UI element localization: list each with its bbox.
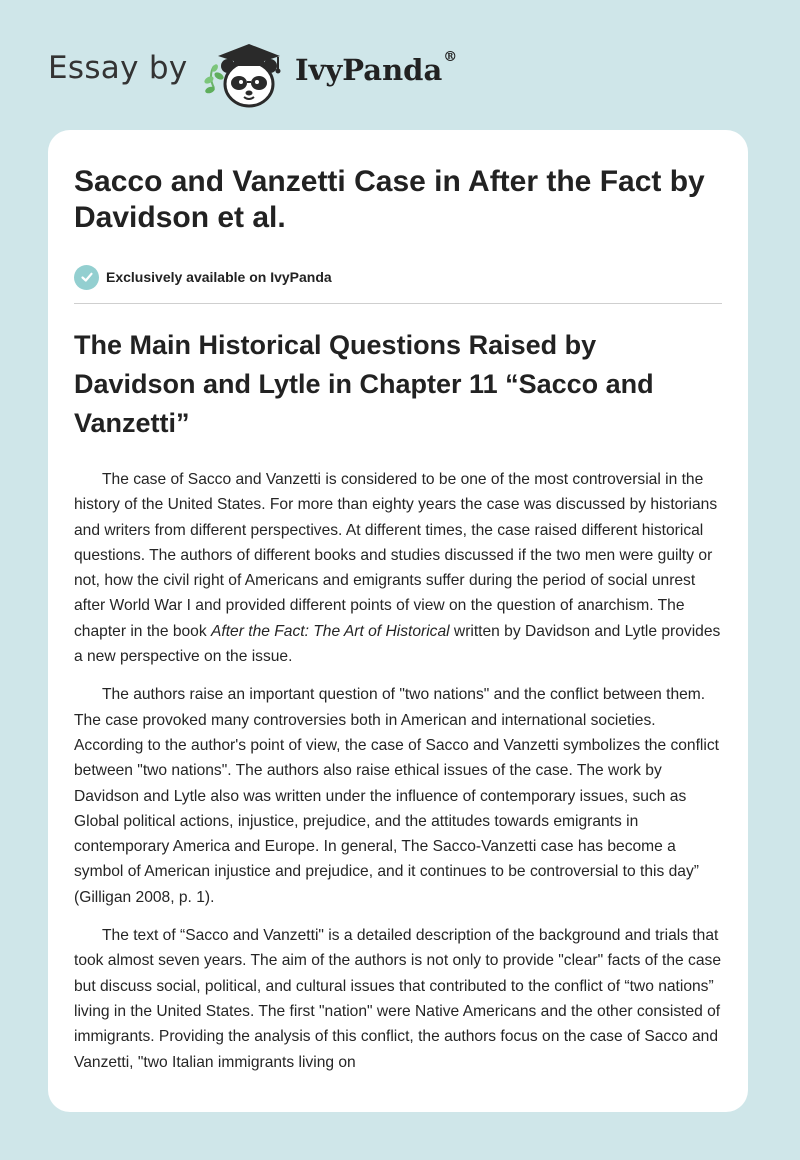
paragraph-1: The case of Sacco and Vanzetti is considered to be one of the most controversial in the history of the United States. For more than eighty years the case was discussed by historians and writers from different perspectives. At different times, the case raised different historical questions. The authors of different books and studies discussed if the two men were guilty or not, how the civil right of Americans and emigrants suffer during the period of social unrest after World War I and provided different points of view on the question of anarchism. The chapter in the book After the Fact: The Art of Historical written by Davidson and Lytle provides a new perspective on the issue. — [74, 471, 721, 666]
site-header — [0, 0, 800, 130]
brand-name[interactable]: IvyPanda® — [295, 49, 458, 87]
article-card — [48, 130, 748, 1112]
exclusive-badge — [74, 264, 332, 290]
section-heading: The Main Historical Questions Raised by Davidson and Lytle in Chapter 11 “Sacco and Vanzetti” — [74, 330, 654, 438]
paragraph-2: The authors raise an important question of "two nations" and the conflict between them. The case provoked many controversies both in American and international societies. According to the author's point of view, the case of Sacco and Vanzetti symbolizes the conflict between "two nations". The authors also raise ethical issues of the case. The work by Davidson and Lytle also was written under the influence of contemporary issues, such as Global political actions, injustice, prejudice, and the attitudes towards emigrants in contemporary America and Europe. In general, The Sacco-Vanzetti case has become a symbol of American injustice and prejudice, and it continues to be controversial to this day” (Gilligan 2008, p. 1). — [74, 686, 719, 906]
badge-label: Exclusively available on IvyPanda — [106, 269, 332, 285]
panda-graduate-logo-icon[interactable] — [200, 36, 292, 112]
check-icon — [74, 265, 99, 290]
paragraph-3: The text of “Sacco and Vanzetti" is a detailed description of the background and trials that took almost seven years. The aim of the authors is not only to provide "clear" facts of the case but discuss social, political, and cultural issues that contributed to the conflict of “two nations” living in the United States. The first "nation" were Native Americans and the other consisted of immigrants. Providing the analysis of this conflict, the authors focus on the case of Sacco and Vanzetti, "two Italian immigrants living on — [74, 927, 721, 1071]
essay-by-label: Essay by — [48, 50, 188, 86]
divider — [74, 303, 722, 304]
book-title: After the Fact: The Art of Historical — [210, 622, 450, 640]
registered-mark: ® — [443, 49, 458, 65]
article-body — [74, 467, 724, 1088]
page-title: Sacco and Vanzetti Case in After the Fact by Davidson et al. — [74, 165, 705, 234]
